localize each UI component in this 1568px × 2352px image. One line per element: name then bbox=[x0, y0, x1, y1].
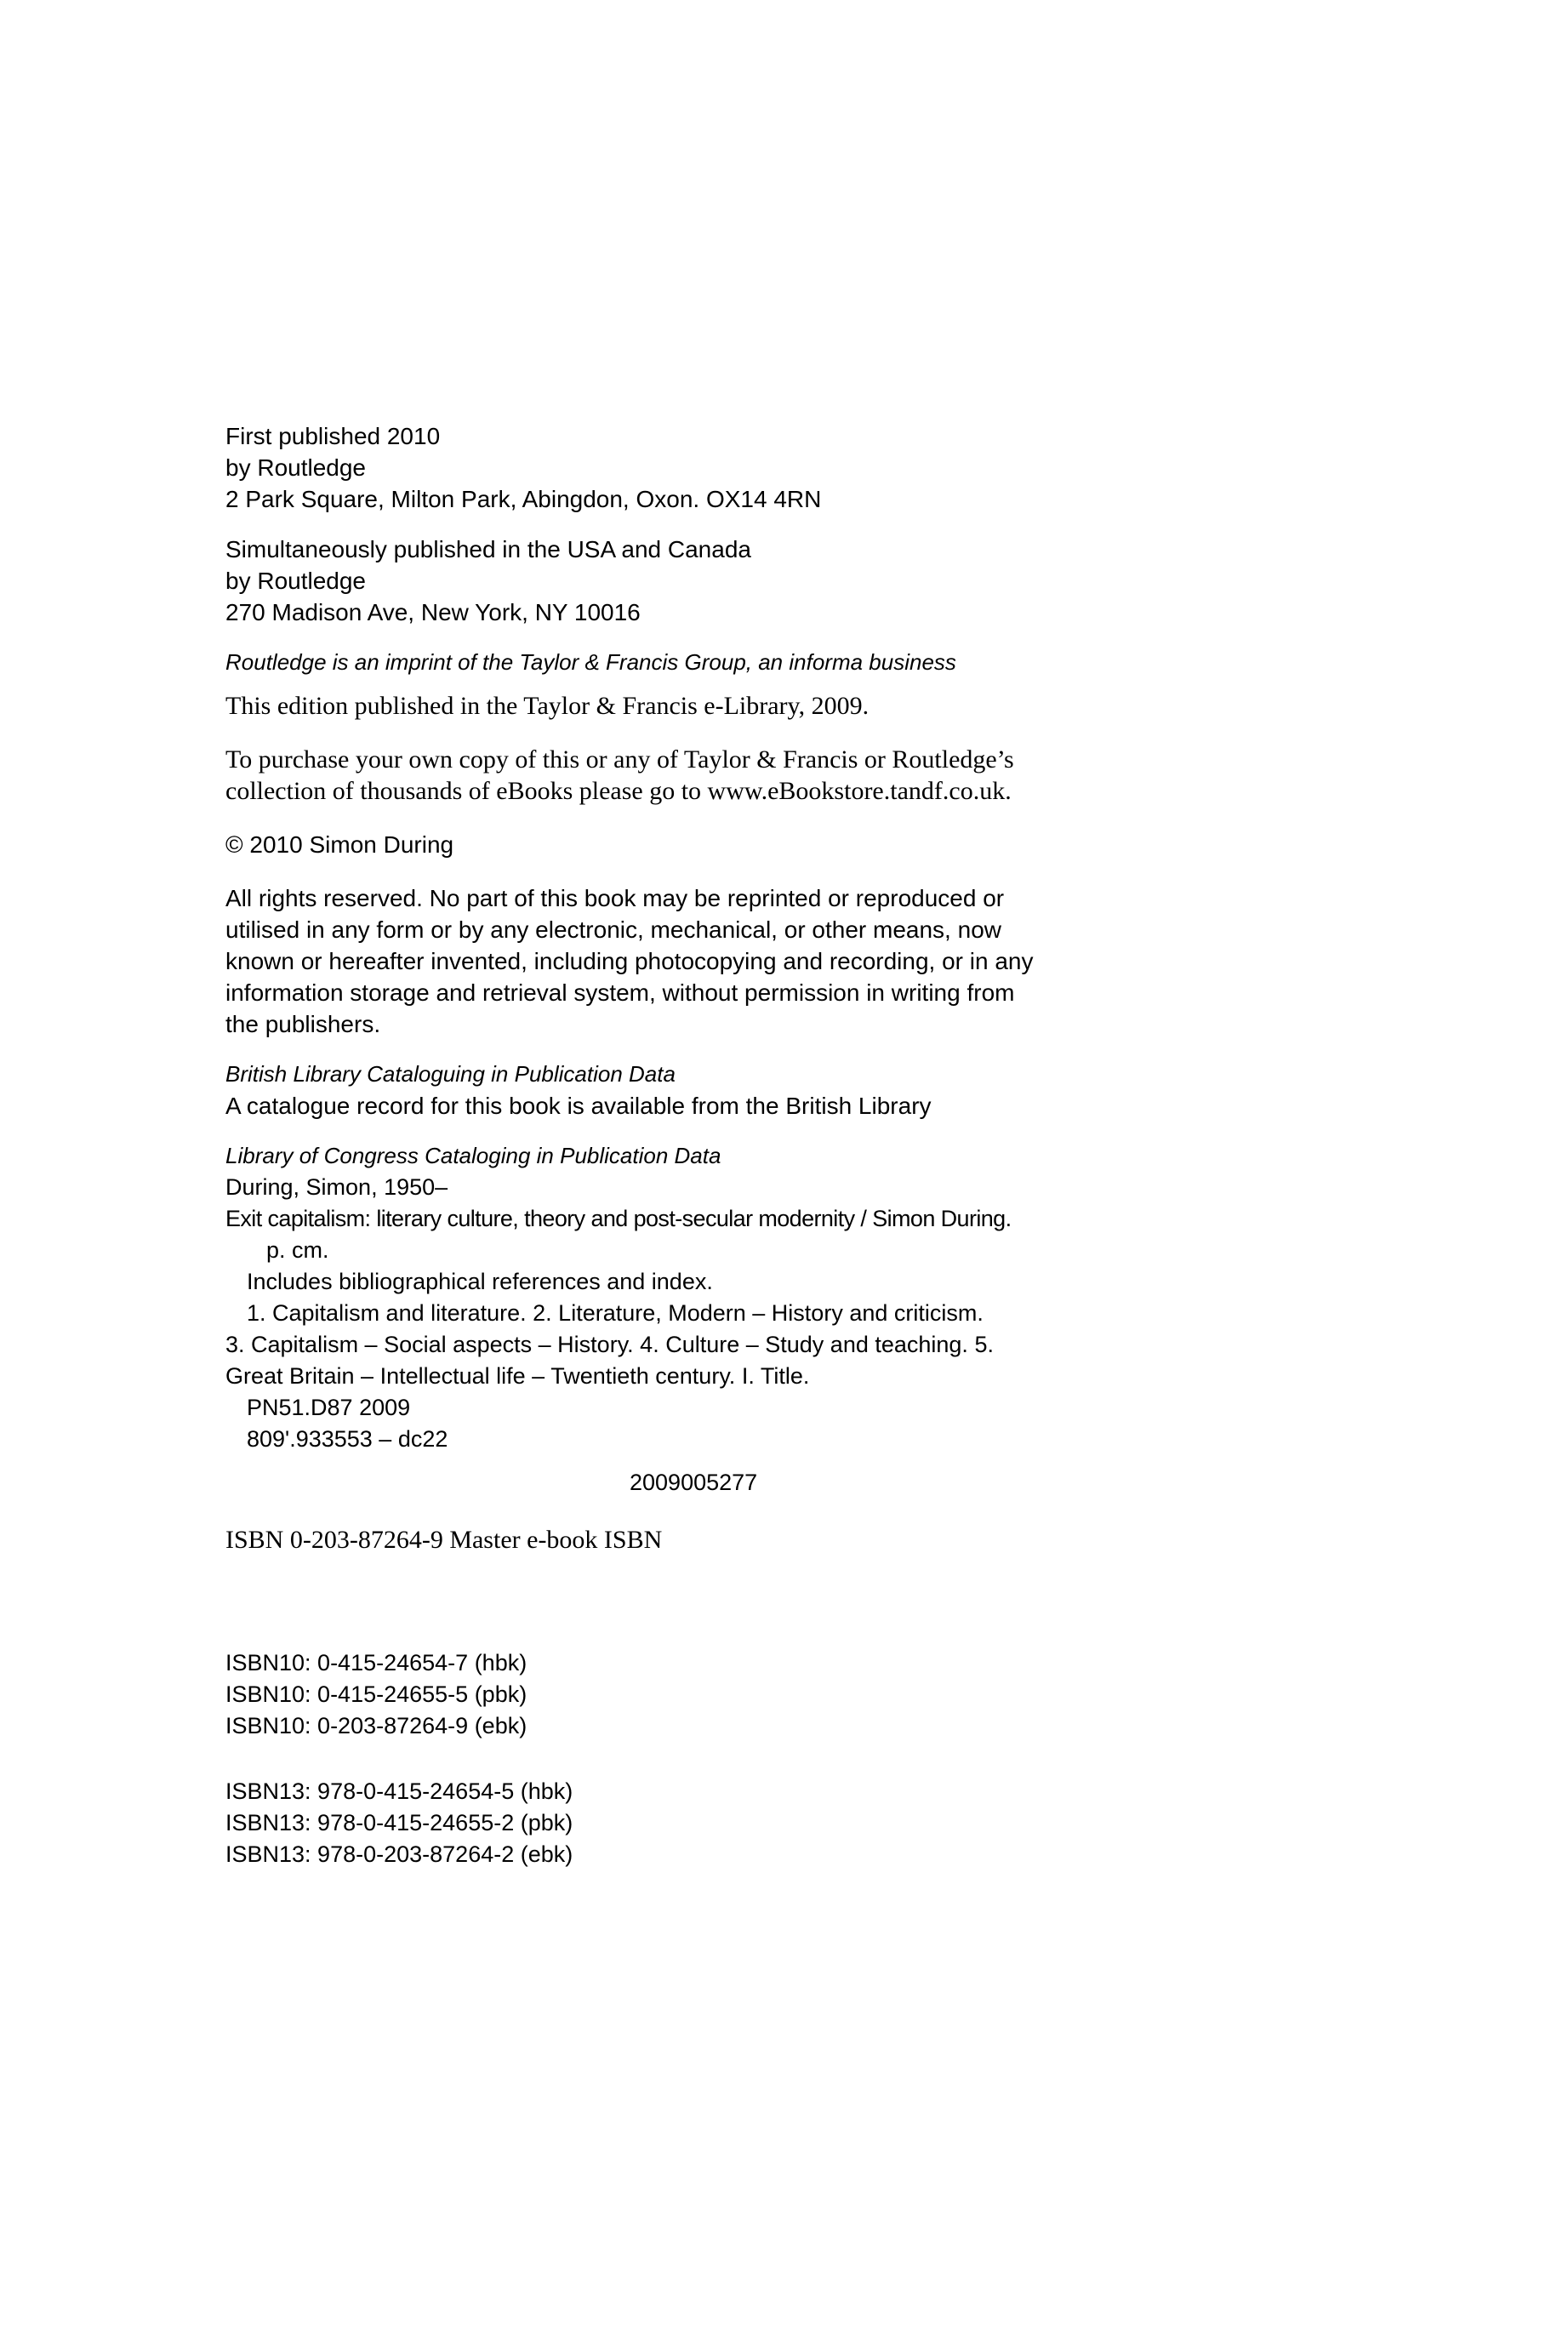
rights-line: known or hereafter invented, including photocopying and recording, or in any bbox=[225, 948, 1034, 974]
isbn13-item: ISBN13: 978-0-203-87264-2 (ebk) bbox=[225, 1841, 573, 1867]
purchase-line: To purchase your own copy of this or any of Taylor & Francis or Routledge’s bbox=[225, 745, 1014, 774]
loc-subjects: 3. Capitalism – Social aspects – History. 4. Culture – Study and teaching. 5. bbox=[225, 1332, 994, 1357]
isbn13-list bbox=[225, 1776, 1417, 1870]
rights-paragraph bbox=[225, 882, 1417, 1040]
isbn13-item: ISBN13: 978-0-415-24654-5 (hbk) bbox=[225, 1778, 573, 1804]
isbn10-item: ISBN10: 0-415-24655-5 (pbk) bbox=[225, 1681, 527, 1707]
isbn10-list bbox=[225, 1647, 1417, 1742]
us-address: 270 Madison Ave, New York, NY 10016 bbox=[225, 599, 641, 625]
loc-title: Exit capitalism: literary culture, theory and post-secular modernity / Simon During. bbox=[225, 1206, 1012, 1231]
british-library-text: A catalogue record for this book is available from the British Library bbox=[225, 1093, 932, 1119]
loc-includes: Includes bibliographical references and index. bbox=[247, 1269, 713, 1294]
simultaneous-publication: Simultaneously published in the USA and Canada bbox=[225, 536, 751, 562]
isbn10-item: ISBN10: 0-415-24654-7 (hbk) bbox=[225, 1650, 527, 1676]
loc-call-number: PN51.D87 2009 bbox=[247, 1395, 411, 1420]
publisher-line: by Routledge bbox=[225, 454, 367, 481]
ebook-edition: This edition published in the Taylor & Francis e-Library, 2009. bbox=[225, 692, 870, 720]
copyright-page bbox=[225, 420, 1417, 1870]
loc-dewey: 809'.933553 – dc22 bbox=[247, 1426, 448, 1452]
loc-subjects: 1. Capitalism and literature. 2. Literature, Modern – History and criticism. bbox=[247, 1300, 984, 1326]
first-published: First published 2010 bbox=[225, 423, 441, 449]
loc-heading: Library of Congress Cataloging in Publication Data bbox=[225, 1143, 721, 1168]
british-library-block bbox=[225, 1059, 1417, 1122]
imprint-block bbox=[225, 420, 1417, 678]
british-library-heading: British Library Cataloguing in Publication Data bbox=[225, 1061, 676, 1087]
loc-pcm: p. cm. bbox=[266, 1237, 329, 1263]
rights-line: utilised in any form or by any electronic, mechanical, or other means, now bbox=[225, 916, 1001, 943]
rights-line: All rights reserved. No part of this book may be reprinted or reproduced or bbox=[225, 885, 1005, 911]
loc-lccn: 2009005277 bbox=[630, 1470, 758, 1495]
loc-author: During, Simon, 1950– bbox=[225, 1174, 448, 1200]
isbn13-item: ISBN13: 978-0-415-24655-2 (pbk) bbox=[225, 1810, 573, 1835]
rights-line: the publishers. bbox=[225, 1011, 381, 1037]
loc-block bbox=[225, 1140, 1417, 1499]
rights-line: information storage and retrieval system, without permission in writing from bbox=[225, 979, 1015, 1006]
ebook-block bbox=[225, 690, 1417, 807]
imprint-note: Routledge is an imprint of the Taylor & Francis Group, an informa business bbox=[225, 649, 956, 675]
purchase-line: collection of thousands of eBooks please go to www.eBookstore.tandf.co.uk. bbox=[225, 777, 1012, 805]
uk-address: 2 Park Square, Milton Park, Abingdon, Oxon. OX14 4RN bbox=[225, 486, 822, 512]
publisher-line: by Routledge bbox=[225, 568, 367, 594]
master-isbn: ISBN 0-203-87264-9 Master e-book ISBN bbox=[225, 1526, 663, 1554]
loc-subjects: Great Britain – Intellectual life – Twentieth century. I. Title. bbox=[225, 1363, 810, 1389]
copyright-notice: © 2010 Simon During bbox=[225, 831, 454, 858]
isbn10-item: ISBN10: 0-203-87264-9 (ebk) bbox=[225, 1713, 527, 1738]
